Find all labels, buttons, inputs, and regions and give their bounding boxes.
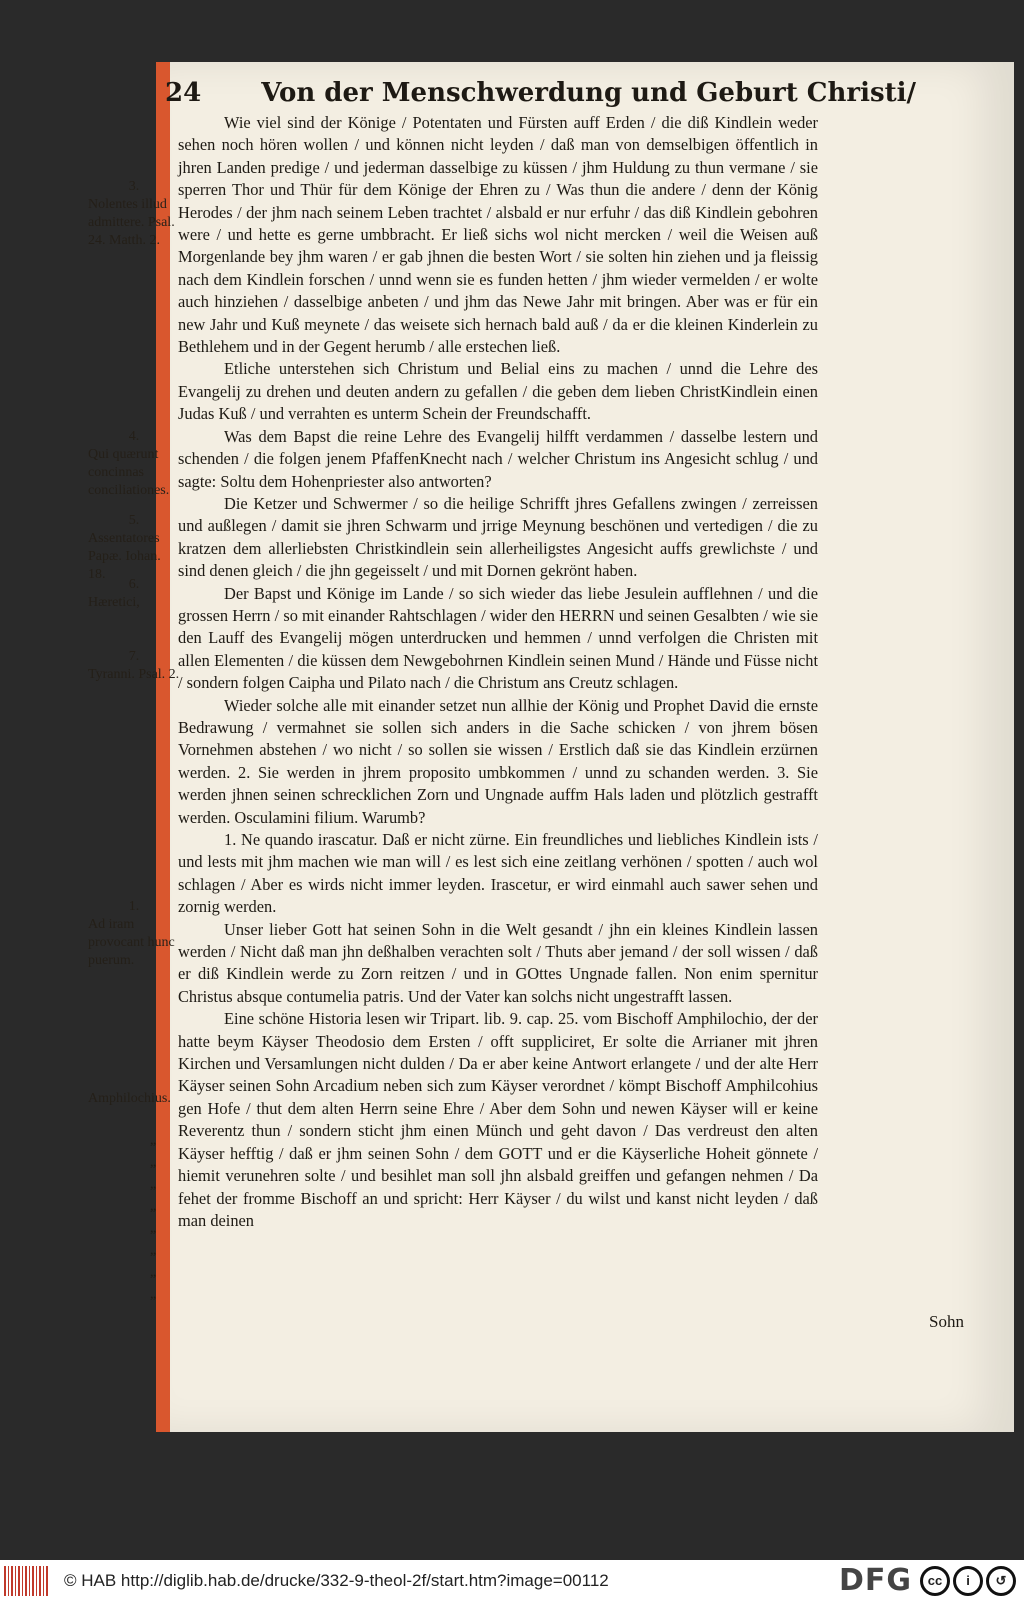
running-header (165, 78, 984, 108)
source-link[interactable]: © HAB http://diglib.hab.de/drucke/332-9-theol-2f/start.htm?image=00112 (64, 1570, 609, 1590)
margin-note: 5. Assentatores Papæ. Iohan. 18. (88, 513, 161, 582)
quotation-marks: „ „ „ „ „ „ „ „ (150, 1133, 157, 1302)
margin-note: Amphilochius. (88, 1091, 171, 1106)
barcode-icon (4, 1566, 50, 1596)
paragraph: Der Bapst und Könige im Lande / so sich wieder das liebe Jesulein aufflehnen / und die grossen Herrn / so mit einander Rahtschlagen / wider den HERRN und seinen Gesalbten / wie sie den Lauff des Evangelij mögen unterdrucken und hemmen / unnd verfolgen die Christen mit allen Elementen / die küssen dem Newgebohrnen Kindlein seinen Mund / Hände und Füsse nicht / sondern folgen Caipha und Pilato nach / die Christum ans Creutz schlagen. (178, 583, 818, 693)
paragraph: Wie viel sind der Könige / Potentaten und Fürsten auff Erden / die diß Kindlein weder sehen noch hören wollen / und können nicht leyden / daß man von demselbigen öffentlich in jhren Landen predige / und jederman dasselbige zu küssen / jhm Huldung zu thun vermane / sie sperren Thor und Thür für dem Könige der Ehren zu / Was thun die andere / denn der König Herodes / der jhm nach seinem Leben trachtet / alsbald er nur erfuhr / das diß Kindlein gebohren were / und hette es gerne umbbracht. Er ließ sichs wol nicht mercken / weil die Weisen auß Morgenlande bey jhm waren / er gab jhnen die besten Wort / sie solten hin ziehen und ja fleissig nach dem Kindlein forschen / unnd wenn sie es funden hetten / jhm wieder vermelden / er wolte auch hinziehen / dasselbige anbeten / und jhm das Newe Jahr mit bringen. Aber was er für ein new Jahr und Kuß meynete / das weisete sich hernach bald auß / da er die kleinen Kinderlein zu Bethlehem und in der Gegent herumb / alle erstechen ließ. (178, 113, 818, 357)
paragraph: Die Ketzer und Schwermer / so die heilige Schrifft jhres Gefallens zwingen / zerreissen und außlegen / damit sie jhren Schwarm und jrrige Meynung beschönen und vertedigen / die zu kratzen dem allerliebsten Christkindlein sein allerheiligstes Angesicht auffs grewlichste / und sind denen gleich / die jhn gegeisselt / und mit Dornen gekrönt haben. (178, 493, 818, 581)
paragraph: 1. Ne quando irascatur. Daß er nicht zürne. Ein freundliches und liebliches Kindlein ists / und lests mit jhm machen wie man will / es lest sich eine zeitlang verhönen / spotten / auch wol schlagen / Aber es wirds nicht immer leyden. Irascetur, er wird einmahl auch sawer sehen und zornig werden. (178, 830, 818, 917)
catchword: Sohn (929, 1312, 964, 1331)
dfg-logo: DFG (838, 1563, 912, 1598)
viewer-footer (0, 1560, 1024, 1601)
license-icons[interactable] (920, 1566, 1016, 1596)
margin-note: 6. Hæretici, (88, 577, 140, 610)
paragraph: Eine schöne Historia lesen wir Tripart. lib. 9. cap. 25. vom Bischoff Amphilochio, der der hatte beym Käyser Theodosio dem Ersten / offt suppliciret, Er solte die Arrianer mit jhren Kirchen und Versamlungen nicht dulden / Da er aber keine Antwort erlangete / und der alte Herr Käyser seinen Sohn Arcadium neben sich zum Käyser verordnet / kömpt Bischoff Amphilcohius gen Hofe / thut dem alten Herrn seine Ehre / Aber dem Sohn und newen Käyser will er keine Reverentz thun / sondern sticht jhm einen Münch und geht davon / Das verdreust den alten Käyser hefftig / daß er jhm seinen Sohn / dem GOTT und er die Käyserliche Hoheit gönnete / hiemit verunehren solte / und besihlet man soll jhn alsbald greiffen und gefangen nehmen / Da fehet der fromme Bischoff an und spricht: Herr Käyser / du wilst und kanst nicht leyden / daß man deinen (178, 1009, 818, 1230)
margin-note: 4. Qui quærunt concinnas conciliationes. (88, 429, 170, 498)
page-number: 24 (165, 78, 202, 108)
by-icon: i (953, 1566, 983, 1596)
paragraph: Etliche unterstehen sich Christum und Belial eins zu machen / unnd die Lehre des Evangelij zu drehen und deuten andern zu gefallen / die geben dem lieben ChristKindlein einen Judas Kuß / und verrahten es unterm Schein der Freundschafft. (178, 359, 818, 424)
margin-note: 7. Tyranni. Psal. 2. (88, 649, 180, 682)
body-text (178, 112, 818, 1232)
paragraph: Unser lieber Gott hat seinen Sohn in die Welt gesandt / jhn ein kleines Kindlein lassen werden / Nicht daß man jhn deßhalben verachten solt / Thuts aber jemand / der soll wissen / daß er diß Kindlein werde zu Zorn reitzen / und in GOttes Ungnade fallen. Non enim spernitur Christus absque contumelia patris. Und der Vater kan solchs nicht ungestrafft lassen. (178, 919, 818, 1006)
paragraph: Was dem Bapst die reine Lehre des Evangelij hilfft verdammen / dasselbe lestern und schenden / die folgen jenem PfaffenKnecht nach / welcher Christum ins Angesicht schlug / und sagte: Soltu dem Hohenpriester also antworten? (178, 426, 818, 491)
paragraph: Wieder solche alle mit einander setzet nun allhie der König und Prophet David die ernste Bedrawung / vermahnet sie sollen sich anders in die Sache schicken / von jhrem bösen Vornehmen abstehen / wo nicht / so sollen sie wissen / Erstlich daß sie das Kindlein erzürnen werden. 2. Sie werden in jhrem proposito umbkommen / unnd zu schanden werden. 3. Sie werden jhnen seinen schrecklichen Zorn und Ungnade auffm Hals laden und plötzlich gestrafft werden. Osculamini filium. Warumb? (178, 695, 818, 827)
sa-icon: ↺ (986, 1566, 1016, 1596)
margin-note: 3. Nolentes illud admittere. Psal. 24. Matth. 2. (88, 179, 175, 248)
margin-note: 1. Ad iram provocant hunc puerum. (88, 899, 175, 968)
running-title: Von der Menschwerdung und Geburt Christi/ (261, 78, 916, 108)
cc-icon: cc (920, 1566, 950, 1596)
